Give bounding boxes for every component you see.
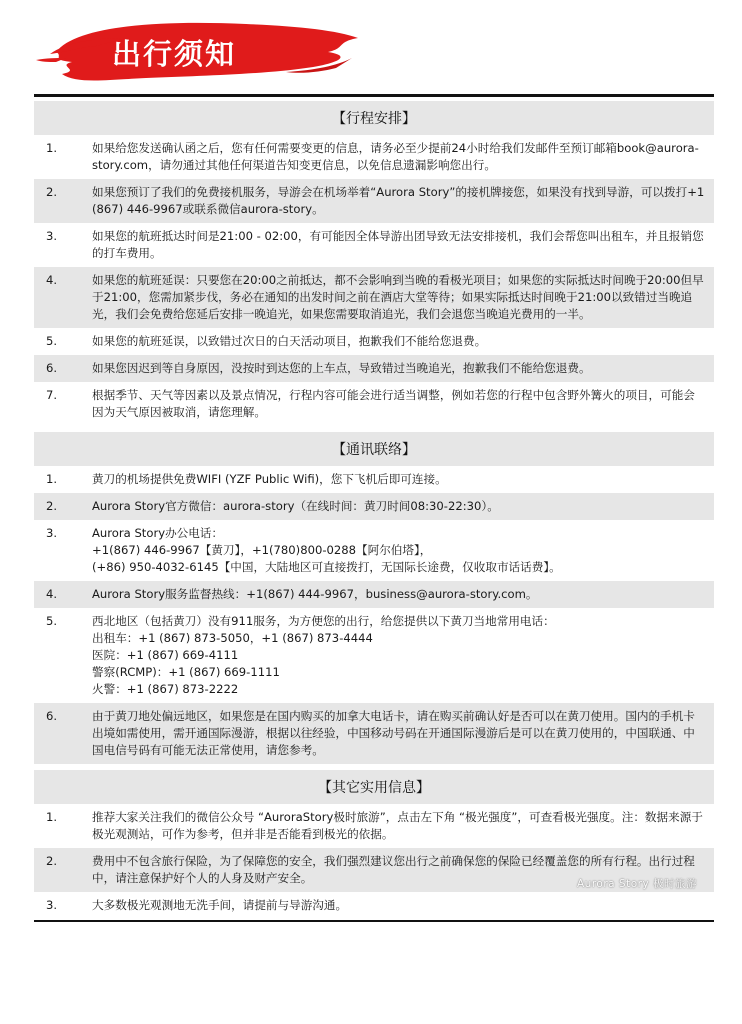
item-number: 1.: [46, 472, 58, 486]
list-item: [34, 355, 714, 382]
list-item: [34, 892, 714, 919]
item-number: 1.: [46, 810, 58, 824]
item-text: Aurora Story官方微信：aurora-story（在线时间：黄刀时间08:30-22:30）。: [92, 499, 499, 513]
item-number: 4.: [46, 587, 58, 601]
item-text: 如果给您发送确认函之后，您有任何需要变更的信息，请务必至少提前24小时给我们发邮件至预订邮箱book@aurora-story.com，请勿通过其他任何渠道告知变更信息，以免信息遗漏影响您出行。: [92, 141, 699, 172]
item-text: 如果您的航班延误：只要您在20:00之前抵达，都不会影响到当晚的看极光项目；如果您的实际抵达时间晚于20:00但早于21:00，您需加紧步伐，务必在通知的出发时间之前在酒店大堂等待；如果实际抵达时间晚于21:00以致错过当晚追光，我们会免费给您延后安排一晚追光，如果您需要取消追光，我们会退您当晚追光费用的一半。: [92, 273, 704, 321]
title-banner: [36, 12, 366, 92]
notice-document: [34, 94, 714, 922]
item-text: 如果您预订了我们的免费接机服务，导游会在机场举着“Aurora Story”的接机牌接您，如果没有找到导游，可以拨打+1 (867) 446-9967或联系微信aurora-story。: [92, 185, 705, 216]
item-number: 5.: [46, 614, 58, 628]
item-text: 费用中不包含旅行保险，为了保障您的安全，我们强烈建议您出行之前确保您的保险已经覆盖您的所有行程。出行过程中，请注意保护好个人的人身及财产安全。: [92, 854, 695, 885]
watermark: Aurora Story 极时旅游: [577, 878, 698, 890]
item-text: 如果您因迟到等自身原因，没按时到达您的上车点，导致错过当晚追光，抱歉我们不能给您退费。: [92, 361, 591, 375]
item-number: 6.: [46, 361, 58, 375]
list-item: [34, 608, 714, 703]
item-number: 3.: [46, 526, 58, 540]
page-title: 出行须知: [112, 37, 237, 71]
list-item: [34, 493, 714, 520]
item-text: 如果您的航班抵达时间是21:00 - 02:00，有可能因全体导游出团导致无法安排接机，我们会帮您叫出租车，并且报销您的打车费用。: [92, 229, 704, 260]
item-number: 7.: [46, 388, 58, 402]
item-number: 2.: [46, 185, 58, 199]
item-text: 如果您的航班延误，以致错过次日的白天活动项目，抱歉我们不能给您退费。: [92, 334, 487, 348]
list-item: [34, 804, 714, 848]
item-text: 黄刀的机场提供免费WIFI (YZF Public Wifi)，您下飞机后即可连接。: [92, 472, 447, 486]
list-item: [34, 703, 714, 764]
item-number: 6.: [46, 709, 58, 723]
item-number: 2.: [46, 499, 58, 513]
item-text: 推荐大家关注我们的微信公众号 “AuroraStory极时旅游”，点击左下角 “极光强度”，可查看极光强度。注：数据来源于极光观测站，可作为参考，但并非是否能看到极光的依据。: [92, 810, 703, 841]
item-number: 3.: [46, 229, 58, 243]
item-text: 根据季节、天气等因素以及景点情况，行程内容可能会进行适当调整，例如若您的行程中包含野外篝火的项目，可能会因为天气原因被取消，请您理解。: [92, 388, 695, 419]
item-number: 5.: [46, 334, 58, 348]
section-heading: 【通讯联络】: [34, 432, 714, 466]
list-item: [34, 179, 714, 223]
list-item: [34, 223, 714, 267]
list-item: [34, 267, 714, 328]
item-number: 1.: [46, 141, 58, 155]
section-heading: 【其它实用信息】: [34, 770, 714, 804]
list-item: [34, 520, 714, 581]
list-item: [34, 382, 714, 426]
item-number: 2.: [46, 854, 58, 868]
item-text: Aurora Story办公电话： +1(867) 446-9967【黄刀】，+1(780)800-0288【阿尔伯塔】， (+86) 950-4032-6145【中国，大陆地区可直接拨打，无国际长途费，仅收取市话话费】。: [92, 526, 561, 574]
top-rule: [34, 94, 714, 97]
list-item: [34, 466, 714, 493]
section-heading: 【行程安排】: [34, 101, 714, 135]
bottom-rule: [34, 920, 714, 922]
item-text: 大多数极光观测地无洗手间，请提前与导游沟通。: [92, 898, 348, 912]
item-number: 3.: [46, 898, 58, 912]
item-text: Aurora Story服务监督热线：+1(867) 444-9967，business@aurora-story.com。: [92, 587, 538, 601]
item-number: 4.: [46, 273, 58, 287]
sections-container: [34, 101, 714, 919]
item-text: 由于黄刀地处偏远地区，如果您是在国内购买的加拿大电话卡，请在购买前确认好是否可以在黄刀使用。国内的手机卡出境如需使用，需开通国际漫游，根据以往经验，中国移动号码在开通国际漫游后是可以在黄刀使用的，中国联通、中国电信号码有可能无法正常使用，请您参考。: [92, 709, 695, 757]
list-item: [34, 581, 714, 608]
list-item: [34, 328, 714, 355]
list-item: [34, 135, 714, 179]
item-text: 西北地区（包括黄刀）没有911服务，为方便您的出行，给您提供以下黄刀当地常用电话： 出租车：+1 (867) 873-5050，+1 (867) 873-4444 医院：+1 (867) 669-4111 警察(RCMP)：+1 (867) 669-1111 火警：+1 (867) 873-2222: [92, 614, 555, 696]
